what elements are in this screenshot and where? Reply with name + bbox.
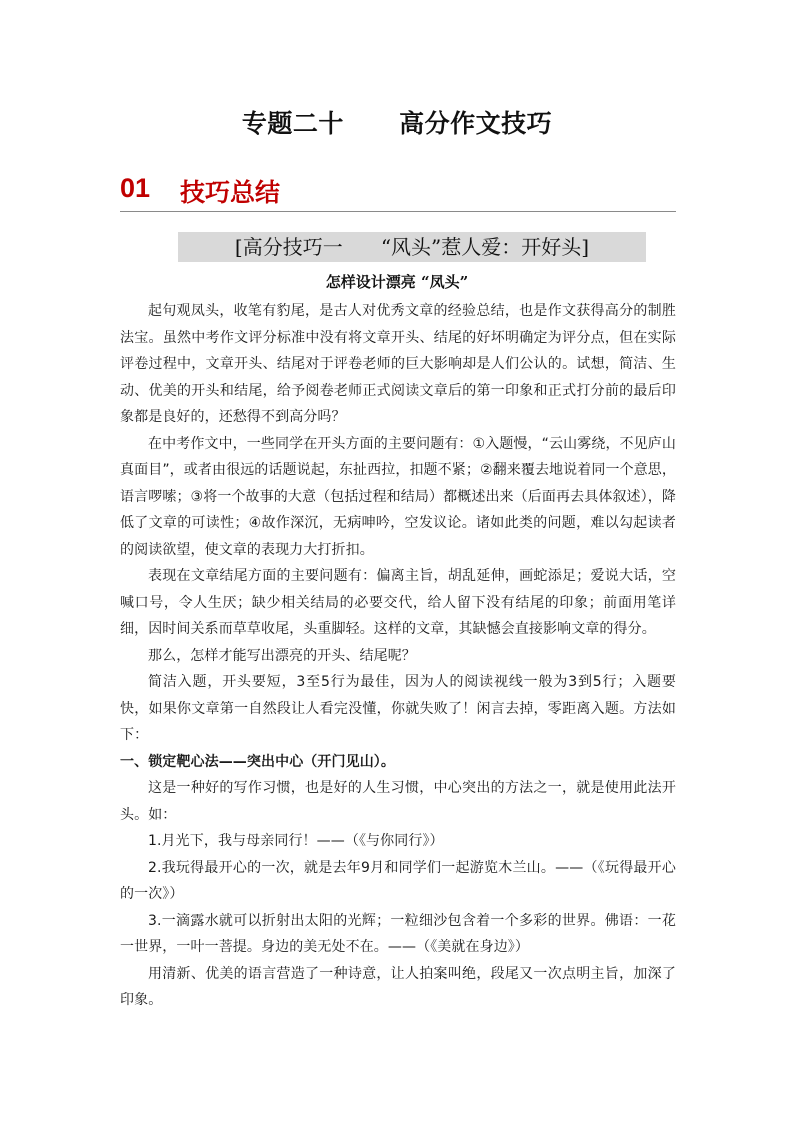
section-title: 技巧总结 bbox=[180, 178, 281, 207]
tip-banner-text: [高分技巧一 “风头”惹人爱：开好头] bbox=[234, 235, 590, 259]
tip-banner bbox=[178, 232, 646, 262]
paragraph-comment: 用清新、优美的语言营造了一种诗意，让人拍案叫绝，段尾又一次点明主旨，加深了印象。 bbox=[120, 965, 676, 1008]
section-heading bbox=[120, 173, 676, 212]
example-item: 1.月光下，我与母亲同行！——（《与你同行》） bbox=[148, 833, 444, 849]
example-item: 2.我玩得最开心的一次，就是去年9月和同学们一起游览木兰山。——（《玩得最开心的一次》） bbox=[120, 859, 676, 902]
method-heading: 一、锁定靶心法——突出中心（开门见山）。 bbox=[120, 753, 395, 770]
paragraph-method-intro: 简洁入题，开头要短，3至5行为最佳，因为人的阅读视线一般为3到5行；入题要快，如果你文章第一自然段让人看完没懂，你就失败了！闲言去掉，零距离入题。方法如下： bbox=[120, 674, 676, 743]
paragraph-ending-problems: 表现在文章结尾方面的主要问题有：偏离主旨，胡乱延伸，画蛇添足；爱说大话，空喊口号，令人生厌；缺少相关结局的必要交代，给人留下没有结尾的印象；前面用笔详细，因时间关系而草草收尾，头重脚轻。这样的文章，其缺憾会直接影响文章的得分。 bbox=[120, 568, 676, 637]
sub-title: 怎样设计漂亮 “凤头” bbox=[325, 273, 469, 291]
paragraph-intro: 起句观凤头，收笔有豹尾，是古人对优秀文章的经验总结，也是作文获得高分的制胜法宝。虽然中考作文评分标准中没有将文章开头、结尾的好坏明确定为评分点，但在实际评卷过程中，文章开头、结尾对于评卷老师的巨大影响却是人们公认的。试想，简洁、生动、优美的开头和结尾，给予阅卷老师正式阅读文章后的第一印象和正式打分前的最后印象都是良好的，还愁得不到高分吗？ bbox=[120, 303, 676, 425]
body-text bbox=[120, 298, 676, 1014]
page-title: 专题二十 高分作文技巧 bbox=[241, 109, 553, 138]
paragraph-opening-problems: 在中考作文中，一些同学在开头方面的主要问题有：①入题慢，“云山雾绕，不见庐山真面目”，或者由很远的话题说起，东扯西拉，扣题不紧；②翻来覆去地说着同一个意思，语言啰嗦；③将一个故事的大意（包括过程和结局）都概述出来（后面再去具体叙述），降低了文章的可读性；④故作深沉，无病呻吟，空发议论。诸如此类的问题，难以勾起读者的阅读欲望，使文章的表现力大打折扣。 bbox=[120, 435, 676, 558]
section-number: 01 bbox=[120, 173, 151, 203]
paragraph-method-desc: 这是一种好的写作习惯，也是好的人生习惯，中心突出的方法之一，就是使用此法开头。如： bbox=[120, 780, 676, 823]
example-item: 3.一滴露水就可以折射出太阳的光辉；一粒细沙包含着一个多彩的世界。佛语：一花一世界，一叶一菩提。身边的美无处不在。——（《美就在身边》） bbox=[120, 912, 676, 955]
paragraph-question: 那么，怎样才能写出漂亮的开头、结尾呢？ bbox=[148, 647, 416, 664]
